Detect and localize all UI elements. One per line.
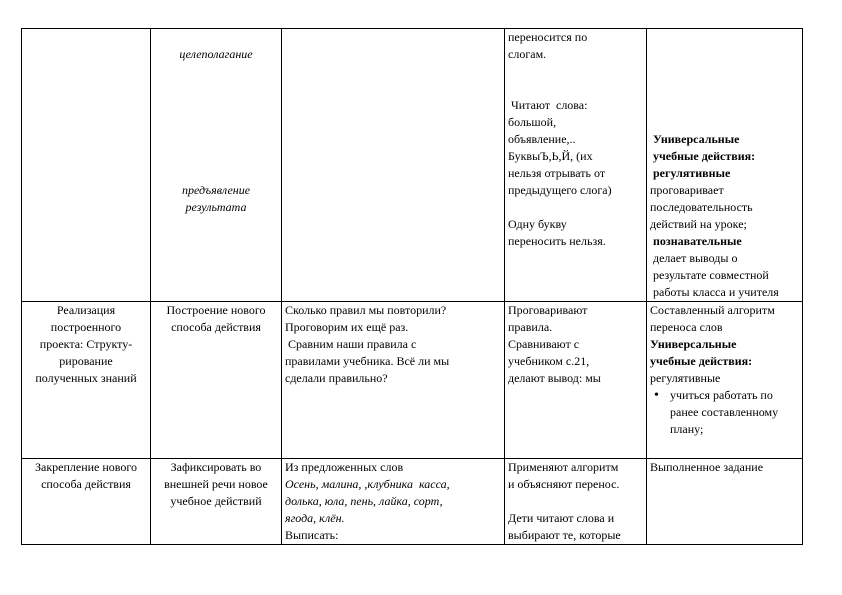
list-item: • учиться работать по ранее составленному плану;	[666, 387, 799, 438]
text-line: Зафиксировать во	[170, 460, 262, 474]
text-line: Применяют алгоритм	[508, 460, 619, 474]
text-line: внешней речи новое	[164, 477, 268, 491]
uud-cell	[647, 459, 803, 545]
goals-cell	[151, 29, 282, 302]
text-line: полученных знаний	[35, 371, 137, 385]
text-line: делает выводы о	[650, 251, 738, 265]
stage-cell	[22, 459, 151, 545]
stage-cell	[22, 29, 151, 302]
text-line: Дети читают слова и	[508, 511, 615, 525]
text-line: последовательность	[650, 200, 753, 214]
bullet-list	[650, 387, 799, 438]
word-list: долька, юла, пень, лайка, сорт,	[285, 494, 443, 508]
text-line: большой,	[508, 115, 557, 129]
teacher-activity-cell	[282, 302, 505, 459]
text-line: объявление,..	[508, 132, 576, 146]
text-line: Проговаривают	[508, 303, 588, 317]
text-line: Сравнивают с	[508, 337, 580, 351]
uud-cell	[647, 302, 803, 459]
text-line: сделали правильно?	[285, 371, 388, 385]
goal-text: предъявление	[181, 183, 251, 197]
table-row	[22, 29, 803, 302]
text-line: учебное действий	[170, 494, 262, 508]
student-activity-cell	[505, 302, 647, 459]
uud-type: регулятивные	[650, 166, 731, 180]
text-line: действий на уроке;	[650, 217, 747, 231]
text-line: слогам.	[508, 47, 547, 61]
word-list: Осень, малина, ,клубника касса,	[285, 477, 450, 491]
text-line: способа действия	[41, 477, 131, 491]
text-line: переносится по	[508, 30, 588, 44]
text-line: учебником с.21,	[508, 354, 590, 368]
text-line: проговаривает	[650, 183, 724, 197]
uud-heading: Универсальные	[650, 132, 740, 146]
uud-cell	[647, 29, 803, 302]
text-line: выбирают те, которые	[508, 528, 621, 542]
text-line: Сколько правил мы повторили?	[285, 303, 447, 317]
uud-heading: учебные действия:	[650, 354, 753, 368]
teacher-activity-cell	[282, 459, 505, 545]
lesson-plan-table	[21, 28, 803, 545]
student-activity-cell	[505, 29, 647, 302]
text-line: рирование	[59, 354, 113, 368]
text-line: Составленный алгоритм	[650, 303, 775, 317]
text-line: построенного	[50, 320, 122, 334]
table-row	[22, 302, 803, 459]
text-line: правилами учебника. Всё ли мы	[285, 354, 450, 368]
teacher-activity-cell	[282, 29, 505, 302]
text-line: БуквыЪ,Ь,Й, (их	[508, 149, 593, 163]
text-line: Выписать:	[285, 528, 339, 542]
text-line: Выполненное задание	[650, 460, 764, 474]
goal-text: результата	[185, 200, 247, 214]
uud-heading: учебные действия:	[650, 149, 756, 163]
text-line: предыдущего слога)	[508, 183, 612, 197]
word-list: ягода, клён.	[285, 511, 345, 525]
goals-cell	[151, 302, 282, 459]
text-line: переносить нельзя.	[508, 234, 606, 248]
uud-heading: Универсальные	[650, 337, 737, 351]
text-line: Сравним наши правила с	[285, 337, 417, 351]
text-line: правила.	[508, 320, 553, 334]
uud-type: познавательные	[650, 234, 742, 248]
goal-text: целеполагание	[179, 47, 253, 61]
text-line: Закрепление нового	[34, 460, 138, 474]
text-line: Из предложенных слов	[285, 460, 404, 474]
text-line: Реализация	[56, 303, 116, 317]
text-line: проекта: Структу-	[39, 337, 133, 351]
text-line: Проговорим их ещё раз.	[285, 320, 409, 334]
text-line: и объясняют перенос.	[508, 477, 620, 491]
table-row	[22, 459, 803, 545]
text-line: Построение нового	[166, 303, 266, 317]
student-activity-cell	[505, 459, 647, 545]
uud-type: регулятивные	[650, 371, 721, 385]
text-line: нельзя отрывать от	[508, 166, 606, 180]
text-line: способа действия	[171, 320, 261, 334]
text-line: Читают слова:	[508, 98, 588, 112]
text-line: переноса слов	[650, 320, 723, 334]
goals-cell	[151, 459, 282, 545]
text-line: результате совместной	[650, 268, 769, 282]
text-line: делают вывод: мы	[508, 371, 601, 385]
text-line: работы класса и учителя	[650, 285, 779, 299]
stage-cell	[22, 302, 151, 459]
text-line: Одну букву	[508, 217, 567, 231]
